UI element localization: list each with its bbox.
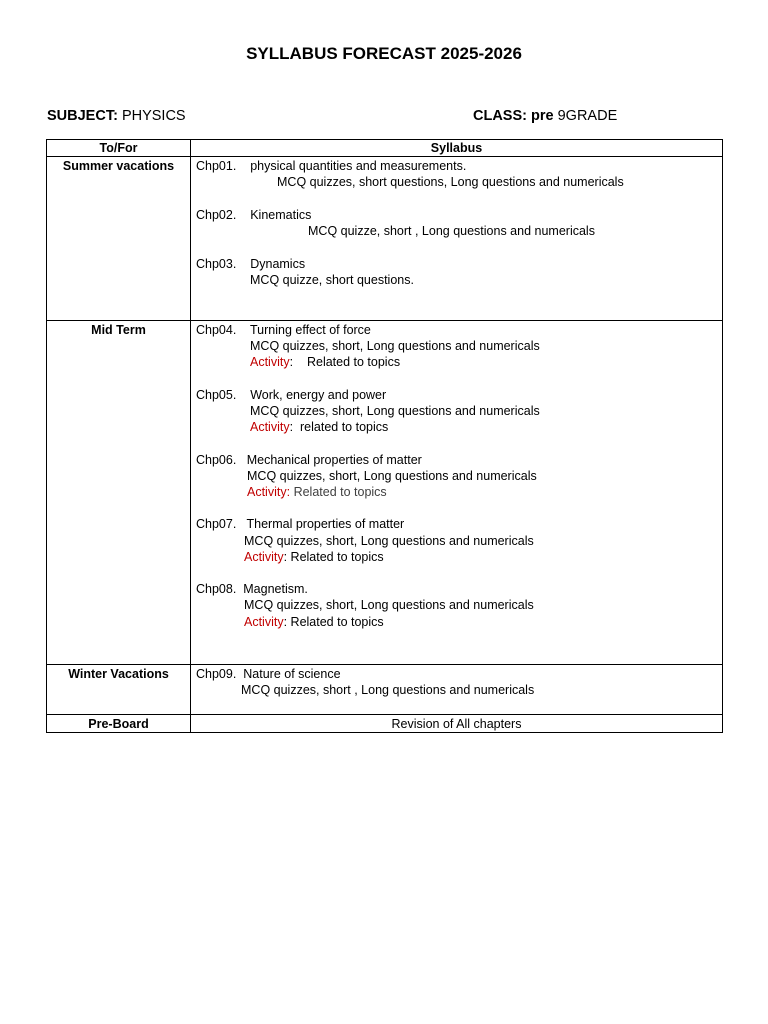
table-row (47, 715, 723, 733)
chapter-heading (196, 666, 722, 682)
chapter-code: Chp09. (196, 667, 237, 681)
class-value: 9GRADE (557, 108, 618, 124)
chapter-code: Chp04. (196, 323, 237, 337)
chapter-work: MCQ quizze, short , Long questions and numericals (308, 223, 595, 238)
activity-label: Activity (250, 420, 290, 435)
chapter-activity: Activity: Related to topics (247, 485, 387, 499)
activity-text: Related to topics (290, 614, 384, 629)
table-row (47, 157, 723, 321)
chapter-code: Chp05. (196, 387, 237, 402)
chapter-heading (196, 256, 722, 272)
class-line (473, 108, 617, 124)
activity-label: Activity (247, 485, 287, 499)
period-cell: Summer vacations (47, 157, 191, 321)
chapter-activity: Activity: Related to topics (244, 549, 384, 564)
chapter-work: MCQ quizzes, short questions, Long questions and numericals (277, 175, 624, 190)
chapter-heading (196, 516, 722, 532)
period-cell: Winter Vacations (47, 665, 191, 715)
activity-text: Related to topics (293, 485, 387, 499)
chapter-heading (196, 207, 722, 223)
chapter-activity: Activity: Related to topics (250, 355, 401, 370)
chapter-work: MCQ quizzes, short, Long questions and numericals (244, 598, 534, 613)
chapter-work: MCQ quizzes, short, Long questions and numericals (247, 468, 537, 483)
chapter-title: Kinematics (250, 207, 312, 222)
table-header-row (47, 140, 723, 157)
chapter-heading (196, 452, 722, 468)
chapter-title: Magnetism. (243, 582, 308, 597)
syllabus-table (46, 139, 723, 733)
chapter-title: Mechanical properties of matter (246, 452, 422, 467)
chapter-title: physical quantities and measurements. (250, 159, 467, 173)
chapter-activity: Activity: Related to topics (244, 614, 384, 629)
chapter-code: Chp06. (196, 452, 237, 467)
activity-label: Activity (244, 614, 284, 629)
activity-label: Activity (244, 549, 284, 564)
syllabus-cell (191, 157, 723, 321)
subject-label: SUBJECT: (47, 108, 118, 124)
syllabus-cell (191, 715, 723, 733)
chapter-code: Chp03. (196, 257, 237, 271)
subject-value: PHYSICS (121, 108, 186, 124)
chapter-code: Chp07. (196, 517, 237, 532)
page-title: SYLLABUS FORECAST 2025-2026 (246, 44, 522, 63)
chapter-heading (196, 158, 722, 174)
period-cell: Pre-Board (47, 715, 191, 733)
chapter-title: Work, energy and power (250, 387, 387, 402)
chapter-heading (196, 322, 722, 338)
header-to-for: To/For (47, 140, 191, 157)
chapter-code: Chp08. (196, 582, 237, 597)
period-cell: Mid Term (47, 321, 191, 665)
chapter-title: Nature of science (243, 667, 341, 681)
activity-label: Activity (250, 355, 290, 370)
table-row (47, 321, 723, 665)
chapter-code: Chp01. (196, 159, 237, 173)
chapter-title: Turning effect of force (249, 323, 371, 337)
syllabus-cell (191, 321, 723, 665)
chapter-work: MCQ quizze, short questions. (250, 273, 414, 288)
activity-text: Related to topics (290, 549, 384, 564)
activity-text: related to topics (300, 420, 389, 435)
table-row (47, 665, 723, 715)
chapter-work: MCQ quizzes, short, Long questions and numericals (250, 339, 540, 354)
chapter-title: Dynamics (250, 257, 306, 271)
chapter-heading (196, 581, 722, 597)
header-syllabus: Syllabus (191, 140, 723, 157)
chapter-work: MCQ quizzes, short, Long questions and numericals (250, 404, 540, 418)
chapter-title: Thermal properties of matter (246, 517, 405, 532)
chapter-work: MCQ quizzes, short , Long questions and numericals (241, 683, 535, 698)
syllabus-cell (191, 665, 723, 715)
activity-text: Related to topics (306, 355, 401, 370)
chapter-code: Chp02. (196, 207, 237, 222)
chapter-work: MCQ quizzes, short, Long questions and numericals (244, 533, 534, 548)
chapter-activity: Activity: related to topics (250, 420, 389, 435)
subject-line (47, 108, 186, 124)
class-label: CLASS: pre (473, 108, 554, 124)
chapter-heading (196, 387, 722, 403)
revision-note: Revision of All chapters (391, 717, 522, 731)
